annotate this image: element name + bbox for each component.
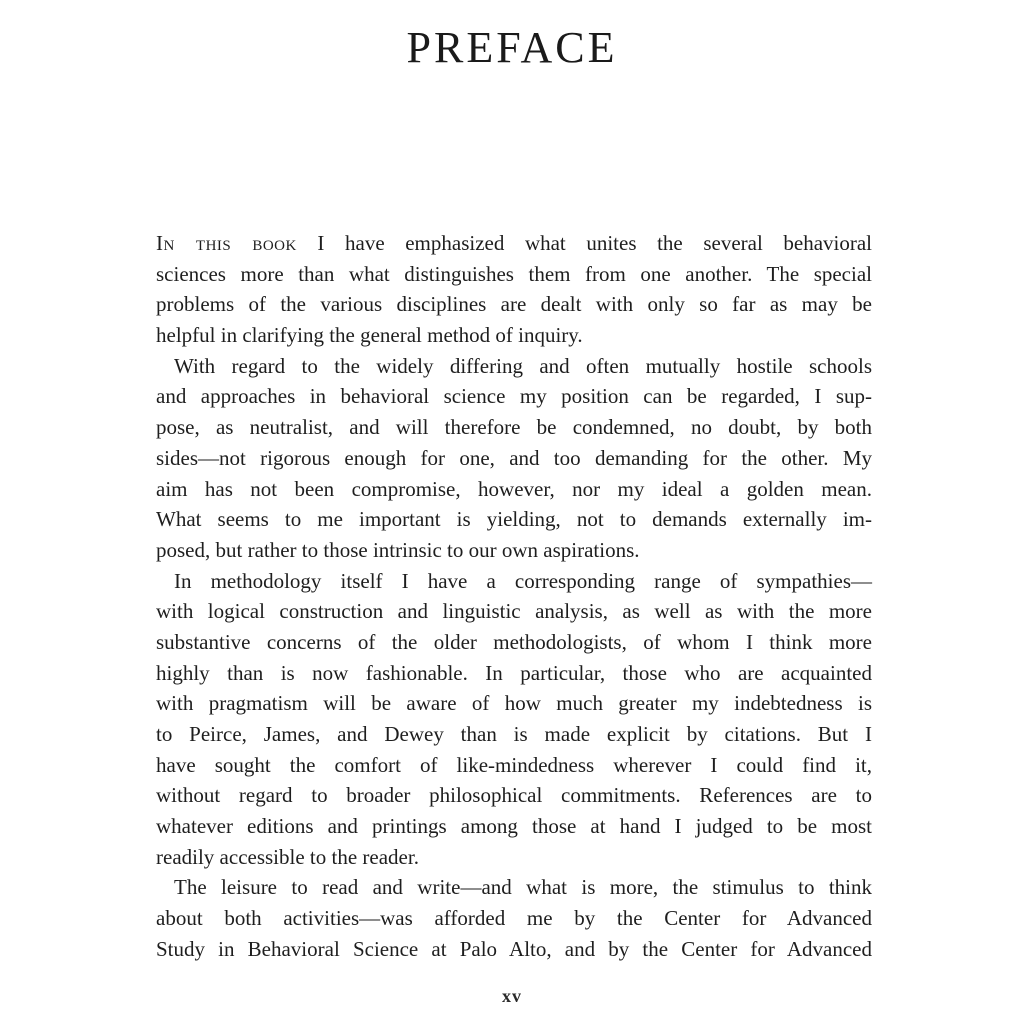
text-line: highly than is now fashionable. In particular, those who are acquainted (156, 660, 872, 685)
text-line: with logical construction and linguistic analysis, as well as with the more (156, 599, 872, 624)
text-line: helpful in clarifying the general method of inquiry. (156, 323, 583, 348)
text-line: about both activities—was afforded me by the Center for Advanced (156, 906, 872, 931)
text-line: The leisure to read and write—and what is more, the stimulus to think (174, 875, 872, 900)
text-line: problems of the various disciplines are dealt with only so far as may be (156, 292, 872, 317)
text-line: posed, but rather to those intrinsic to our own aspirations. (156, 537, 640, 562)
text-line: without regard to broader philosophical commitments. References are to (156, 783, 872, 808)
paragraph (156, 872, 872, 964)
text-line: pose, as neutralist, and will therefore be condemned, no doubt, by both (156, 415, 872, 440)
page-title: PREFACE (406, 23, 618, 72)
lead-in-small-caps: In this book (156, 231, 297, 255)
text-line: have sought the comfort of like-mindedness wherever I could find it, (156, 752, 872, 777)
paragraph (156, 566, 872, 873)
text-line: What seems to me important is yielding, not to demands externally im- (156, 507, 872, 532)
preface-body (156, 228, 872, 965)
text-line: sides—not rigorous enough for one, and too demanding for the other. My (156, 445, 872, 470)
text-line: substantive concerns of the older methodologists, of whom I think more (156, 629, 872, 654)
text-line (156, 228, 872, 259)
text-line: sciences more than what distinguishes them from one another. The special (156, 261, 872, 286)
text-line: and approaches in behavioral science my position can be regarded, I sup- (156, 384, 872, 409)
paragraph (156, 228, 872, 351)
paragraph (156, 351, 872, 566)
text-line: with pragmatism will be aware of how much greater my indebtedness is (156, 691, 872, 716)
text-line: whatever editions and printings among those at hand I judged to be most (156, 814, 872, 839)
text-line: to Peirce, James, and Dewey than is made explicit by citations. But I (156, 722, 872, 746)
text-line-content: I have emphasized what unites the several behavioral (296, 231, 873, 255)
page-number: xv (502, 986, 522, 1006)
text-line: Study in Behavioral Science at Palo Alto, and by the Center for Advanced (156, 936, 872, 961)
text-line: readily accessible to the reader. (156, 844, 419, 869)
text-line: With regard to the widely differing and often mutually hostile schools (174, 353, 872, 378)
text-line: In methodology itself I have a corresponding range of sympathies— (174, 568, 872, 593)
text-line: aim has not been compromise, however, nor my ideal a golden mean. (156, 476, 872, 501)
